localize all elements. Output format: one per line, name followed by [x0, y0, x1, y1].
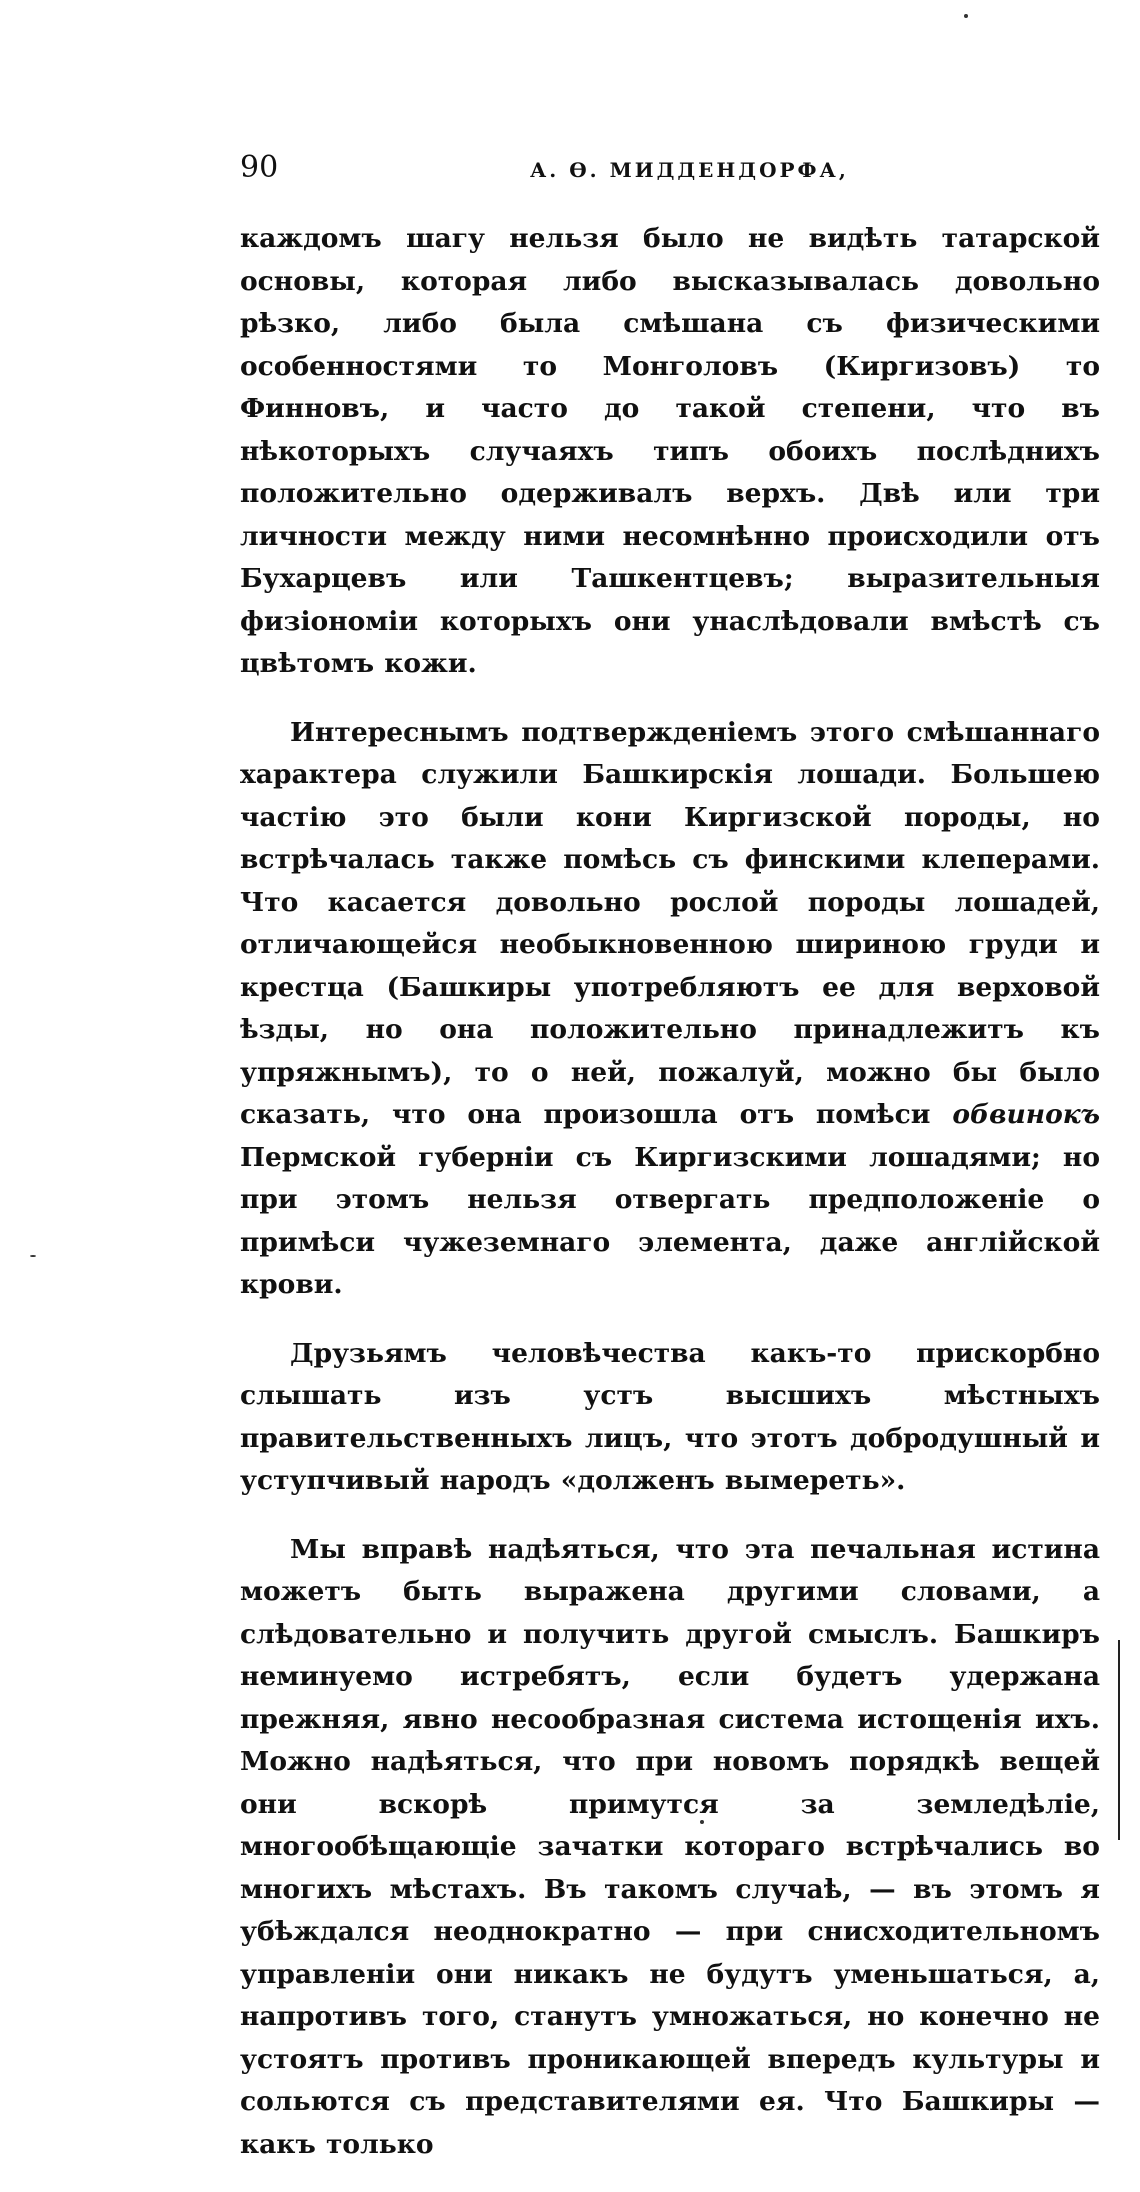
paragraph-2-emphasis: обвинокъ — [952, 1099, 1100, 1130]
paragraph-3: Друзьямъ человѣчества какъ-то прискорбно слышать изъ устъ высшихъ мѣстныхъ правительственныхъ лицъ, что этотъ добродушный и уступчивый народъ «долженъ вымереть». — [240, 1337, 1100, 1496]
scan-speck — [700, 1820, 704, 1824]
page-number: 90 — [240, 150, 279, 185]
paragraph-4: Мы вправѣ надѣяться, что эта печальная истина можетъ быть выражена другими словами, а слѣдовательно и получить другой смыслъ. Башкиръ неминуемо истребятъ, если будетъ удержана прежняя, явно несообразная система истощенія ихъ. Можно надѣяться, что при новомъ порядкѣ вещей они вскорѣ примутся за земледѣліе, многообѣщающіе зачатки котораго встрѣчались во многихъ мѣстахъ. Въ такомъ случаѣ, — въ этомъ я убѣждался неоднократно — при снисходительномъ управленіи они никакъ не будутъ уменьшаться, а, напротивъ того, станутъ умножаться, но конечно не устоятъ противъ проникающей впередъ культуры и сольются съ представителями ея. Что Башкиры — какъ только — [240, 1533, 1100, 2160]
running-head: А. Ѳ. МИДДЕНДОРФА, — [530, 158, 849, 182]
paragraph-2 — [240, 712, 1100, 1307]
paragraph-1: каждомъ шагу нельзя было не видѣть татарской основы, которая либо высказывалась довольно рѣзко, либо была смѣшана съ физическими особенностями то Монголовъ (Киргизовъ) то Финновъ, и часто до такой степени, что въ нѣкоторыхъ случаяхъ типъ обоихъ послѣднихъ положительно одерживалъ верхъ. Двѣ или три личности между ними несомнѣнно происходили отъ Бухарцевъ или Ташкентцевъ; выразительныя физіономіи которыхъ они унаслѣдовали вмѣстѣ съ цвѣтомъ кожи. — [240, 223, 1100, 679]
page-header — [240, 150, 1100, 190]
paragraph-2-text-after: Пермской губерніи съ Киргизскими лошадями; но при этомъ нельзя отвергать предположеніе о примѣси чужеземнаго элемента, даже англійской крови. — [240, 1141, 1100, 1300]
scan-speck — [964, 14, 968, 18]
scan-speck — [30, 1255, 36, 1257]
page-body — [240, 218, 1100, 2192]
paragraph-2-text-before: Интереснымъ подтвержденіемъ этого смѣшаннаго характера служили Башкирскія лошади. Большею частію это были кони Киргизской породы, но встрѣчалась также помѣсь съ финскими клеперами. Что касается довольно рослой породы лошадей, отличающейся необыкновенною шириною груди и крестца (Башкиры употребляютъ ее для верховой ѣзды, но она положительно принадлежитъ къ упряжнымъ), то о ней, пожалуй, можно бы было сказать, что она произошла отъ помѣси — [240, 716, 1100, 1130]
page-edge-rule — [1118, 1640, 1120, 1840]
